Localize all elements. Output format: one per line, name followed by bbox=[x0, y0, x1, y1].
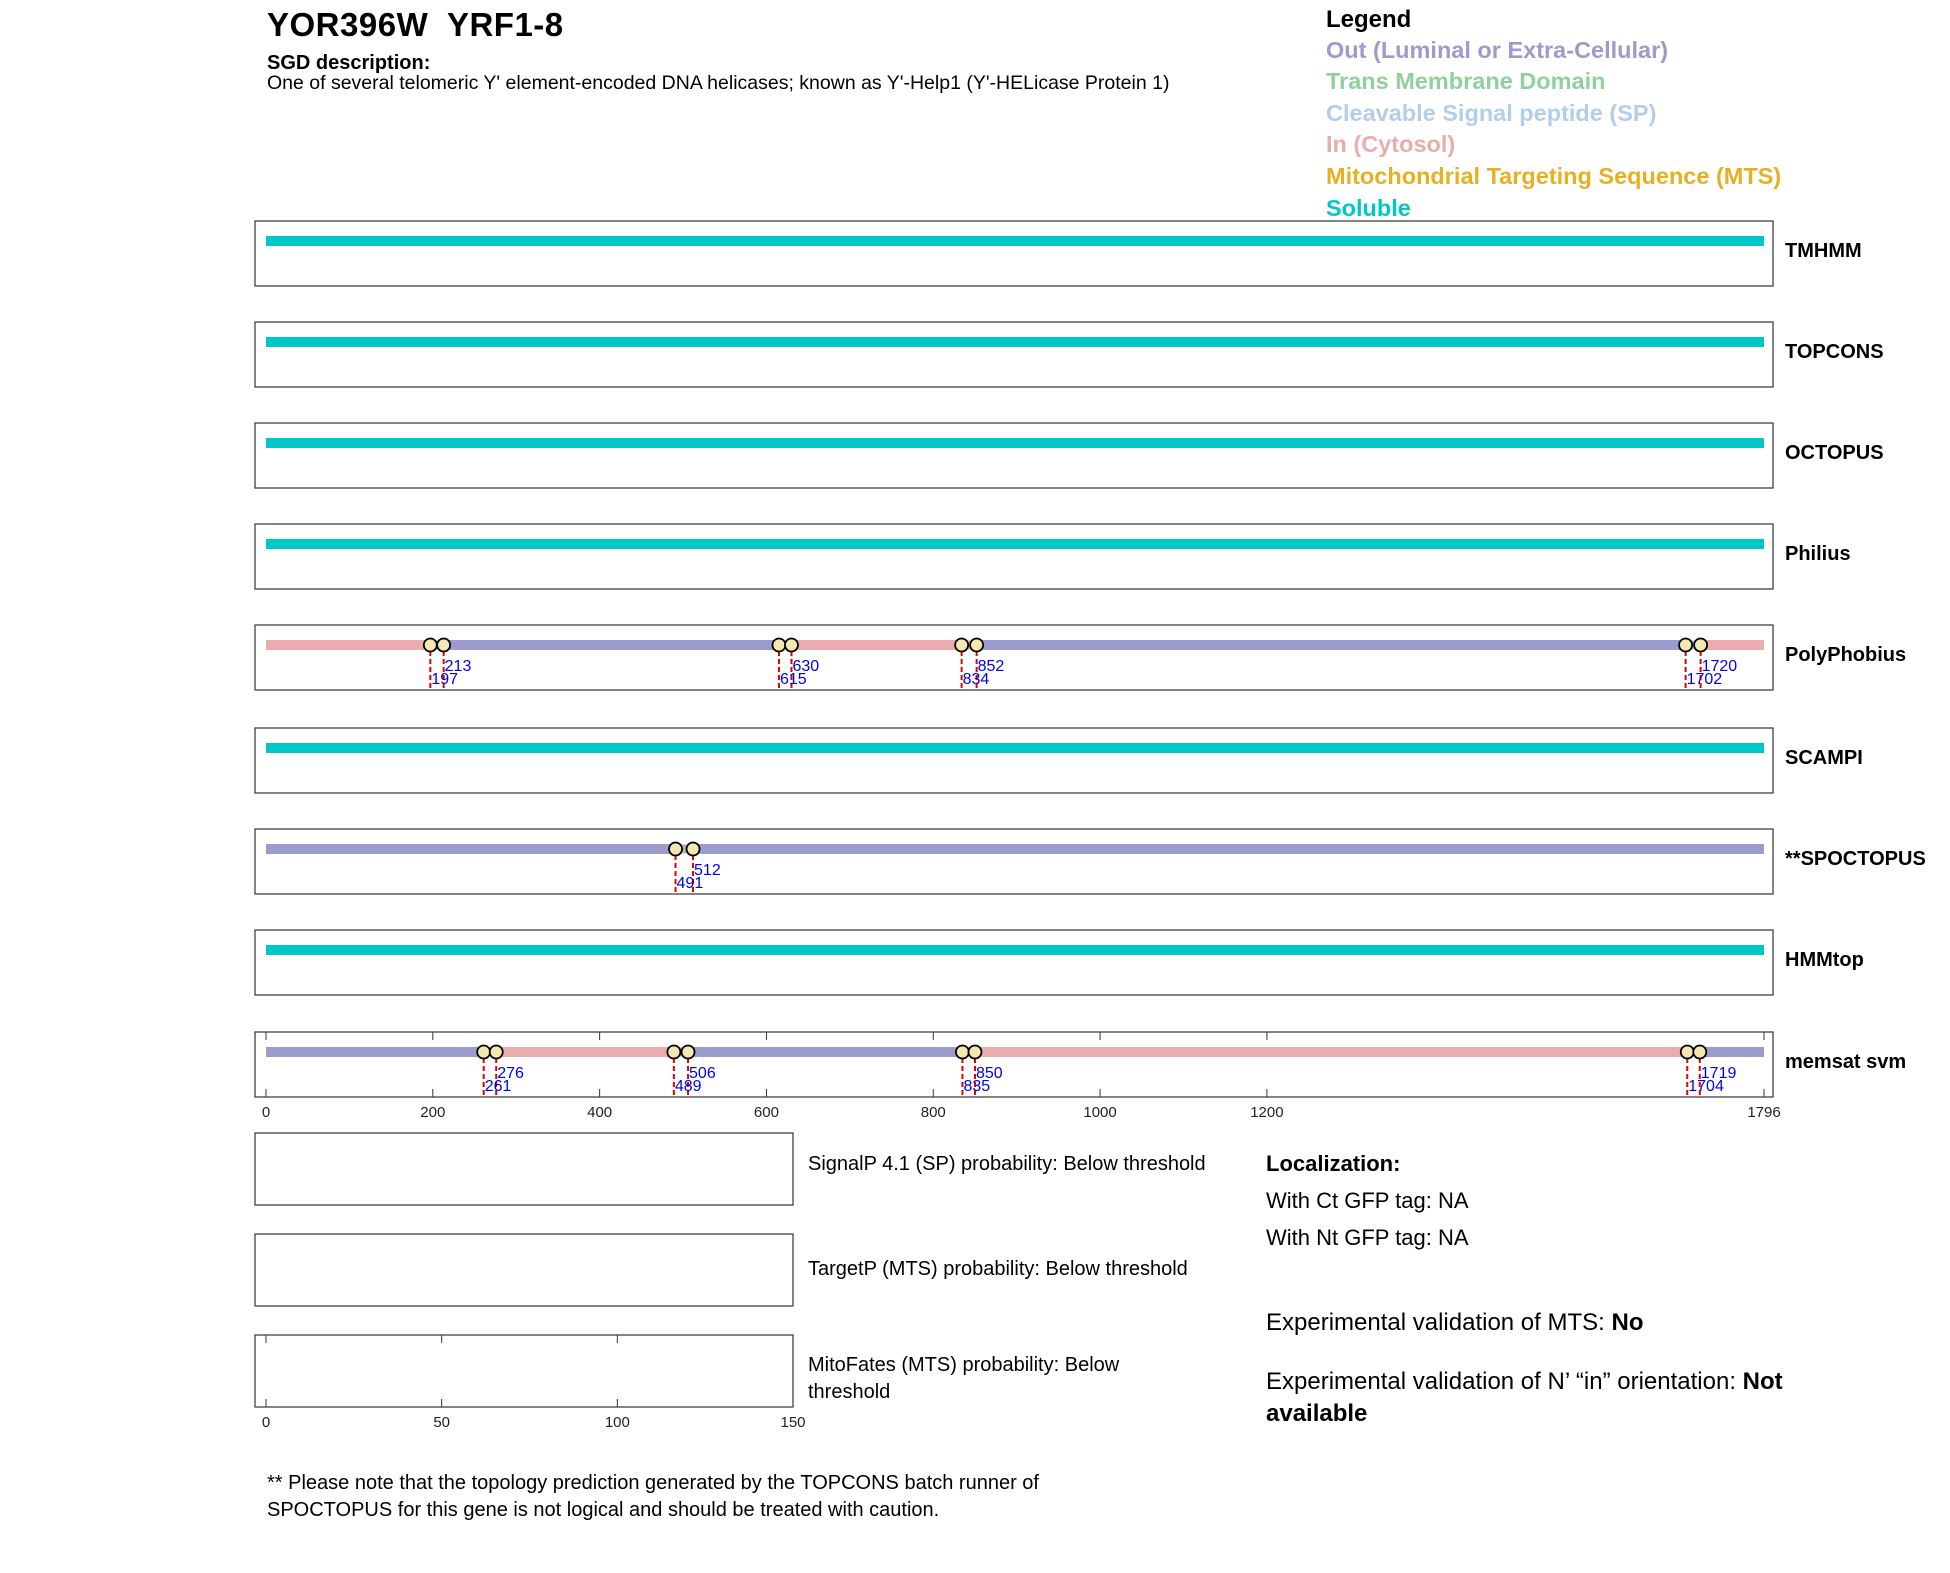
track-box-tmhmm bbox=[255, 221, 1773, 286]
orientation-validation-value: Not available bbox=[1266, 1368, 1783, 1427]
gene-title: YOR396W YRF1-8 bbox=[267, 6, 564, 43]
prob-x-tick-label: 100 bbox=[604, 1414, 630, 1431]
tm-boundary-marker bbox=[477, 1046, 490, 1059]
tm-boundary-marker bbox=[956, 1046, 969, 1059]
position-label: 197 bbox=[431, 671, 459, 688]
track-label-topcons: TOPCONS bbox=[1785, 341, 1884, 363]
position-label: 615 bbox=[779, 671, 807, 688]
position-label: 850 bbox=[975, 1065, 1003, 1082]
legend-item-sp: Cleavable Signal peptide (SP) bbox=[1326, 100, 1657, 126]
position-label: 835 bbox=[963, 1078, 991, 1095]
tm-boundary-marker bbox=[687, 843, 700, 856]
track-box-topcons bbox=[255, 322, 1773, 387]
position-label: 1720 bbox=[1701, 658, 1738, 675]
tm-boundary-marker bbox=[968, 1046, 981, 1059]
legend-item-soluble: Soluble bbox=[1326, 195, 1411, 221]
position-label: 1719 bbox=[1700, 1065, 1737, 1082]
sgd-description-text: One of several telomeric Y' element-encoded DNA helicases; known as Y'-Help1 (Y'-HELicase Protein 1) bbox=[267, 72, 1170, 94]
position-label: 506 bbox=[689, 1065, 716, 1082]
tm-boundary-marker bbox=[785, 639, 798, 652]
position-label: 213 bbox=[444, 658, 472, 675]
x-tick-label: 1200 bbox=[1250, 1104, 1284, 1121]
track-box-scampi bbox=[255, 728, 1773, 793]
mitofates-probability: MitoFates (MTS) probability: Below threshold bbox=[808, 1354, 1120, 1403]
tm-boundary-marker bbox=[772, 639, 785, 652]
track-label-philius: Philius bbox=[1785, 543, 1851, 565]
prob-x-tick-label: 50 bbox=[433, 1414, 451, 1431]
track-label-scampi: SCAMPI bbox=[1785, 747, 1863, 769]
tm-boundary-marker bbox=[970, 639, 983, 652]
x-tick-label: 400 bbox=[587, 1104, 613, 1121]
track-box-philius bbox=[255, 524, 1773, 589]
mts-validation-label: Experimental validation of MTS: bbox=[1266, 1309, 1612, 1336]
tm-boundary-marker bbox=[1679, 639, 1692, 652]
targetp-probability: TargetP (MTS) probability: Below threshold bbox=[808, 1258, 1188, 1280]
tm-boundary-marker bbox=[1694, 639, 1707, 652]
prob-x-tick-label: 150 bbox=[780, 1414, 806, 1431]
position-label: 491 bbox=[676, 875, 704, 892]
track-label-spoctopus: **SPOCTOPUS bbox=[1785, 848, 1926, 870]
ct-gfp-localization: With Ct GFP tag: NA bbox=[1266, 1188, 1469, 1213]
tm-boundary-marker bbox=[490, 1046, 503, 1059]
track-label-octopus: OCTOPUS bbox=[1785, 442, 1884, 464]
orientation-validation bbox=[1266, 1366, 1826, 1430]
tm-boundary-marker bbox=[424, 639, 437, 652]
legend-item-out: Out (Luminal or Extra-Cellular) bbox=[1326, 37, 1669, 63]
mts-validation-value: No bbox=[1611, 1309, 1644, 1336]
prob-x-tick-label: 0 bbox=[261, 1414, 271, 1431]
legend-title: Legend bbox=[1326, 6, 1412, 33]
tm-boundary-marker bbox=[669, 843, 682, 856]
position-label: 489 bbox=[674, 1078, 702, 1095]
nt-gfp-localization: With Nt GFP tag: NA bbox=[1266, 1225, 1469, 1250]
x-tick-label: 600 bbox=[753, 1104, 779, 1121]
tm-boundary-marker bbox=[955, 639, 968, 652]
mts-validation bbox=[1266, 1307, 1826, 1339]
tm-boundary-marker bbox=[682, 1046, 695, 1059]
orientation-validation-label: Experimental validation of N’ “in” orientation: bbox=[1266, 1368, 1743, 1395]
x-tick-label: 1796 bbox=[1747, 1104, 1781, 1121]
track-label-memsat-svm: memsat svm bbox=[1785, 1051, 1907, 1073]
position-label: 1702 bbox=[1686, 671, 1723, 688]
tm-boundary-marker bbox=[437, 639, 450, 652]
track-box-memsat-svm bbox=[255, 1032, 1773, 1097]
track-label-tmhmm: TMHMM bbox=[1785, 240, 1862, 262]
track-label-polyphobius: PolyPhobius bbox=[1785, 644, 1907, 666]
footnote: ** Please note that the topology prediction generated by the TOPCONS batch runner of SPOCTOPUS for this gene is not logical and should be treated with caution. bbox=[267, 1472, 1039, 1521]
position-label: 261 bbox=[484, 1078, 512, 1095]
position-label: 1704 bbox=[1688, 1078, 1724, 1095]
x-tick-label: 800 bbox=[920, 1104, 946, 1121]
localization-title: Localization: bbox=[1266, 1151, 1401, 1176]
legend-item-in: In (Cytosol) bbox=[1326, 131, 1456, 157]
x-tick-label: 200 bbox=[420, 1104, 446, 1121]
track-box-hmmtop bbox=[255, 930, 1773, 995]
x-tick-label: 1000 bbox=[1083, 1104, 1117, 1121]
track-box-polyphobius bbox=[255, 625, 1773, 690]
probability-box bbox=[255, 1133, 793, 1205]
probability-box bbox=[255, 1335, 793, 1407]
track-box-spoctopus bbox=[255, 829, 1773, 894]
position-label: 852 bbox=[977, 658, 1005, 675]
track-label-hmmtop: HMMtop bbox=[1785, 949, 1864, 971]
signalp-probability: SignalP 4.1 (SP) probability: Below threshold bbox=[808, 1153, 1206, 1175]
tm-boundary-marker bbox=[667, 1046, 680, 1059]
position-label: 834 bbox=[962, 671, 990, 688]
legend-item-tm: Trans Membrane Domain bbox=[1326, 68, 1606, 94]
position-label: 630 bbox=[792, 658, 820, 675]
legend-item-mts: Mitochondrial Targeting Sequence (MTS) bbox=[1326, 163, 1782, 189]
tm-boundary-marker bbox=[1681, 1046, 1694, 1059]
tm-boundary-marker bbox=[1693, 1046, 1706, 1059]
x-tick-label: 0 bbox=[261, 1104, 271, 1121]
probability-box bbox=[255, 1234, 793, 1306]
position-label: 512 bbox=[694, 862, 721, 879]
position-label: 276 bbox=[497, 1065, 524, 1082]
sgd-description-label: SGD description: bbox=[267, 52, 431, 74]
track-box-octopus bbox=[255, 423, 1773, 488]
